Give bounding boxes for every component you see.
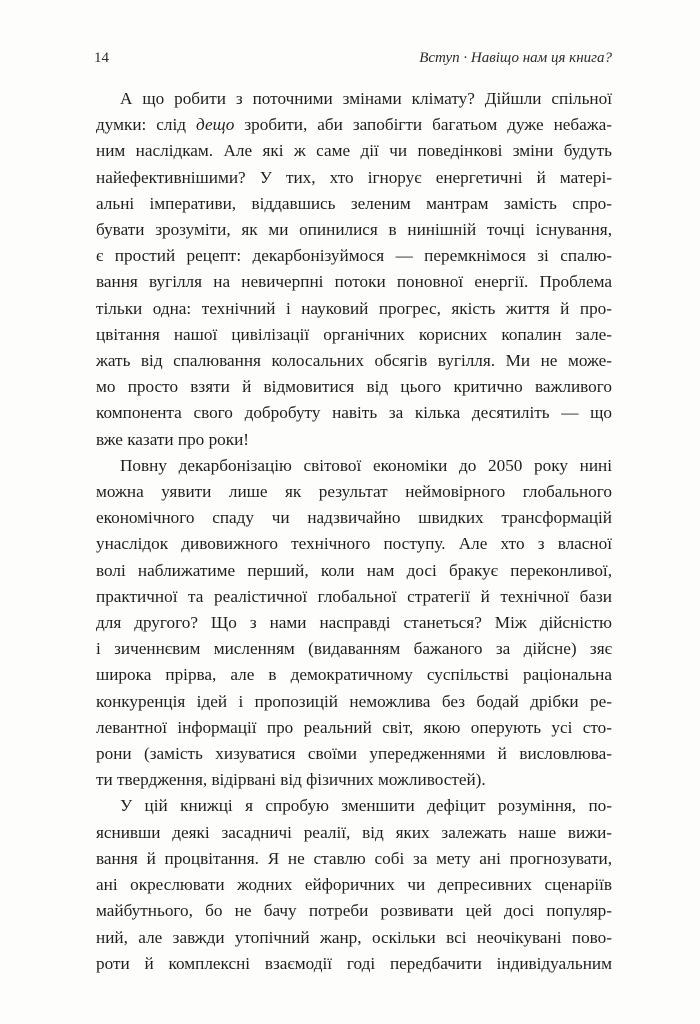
text-line: жать від спалювання колосальних обсягів вугілля. Ми не може- [96,351,612,371]
paragraph-2 [96,453,612,794]
body-text [96,86,612,977]
text-line: найефективнішими? У тих, хто ігнорує енергетичні й матері- [96,167,612,187]
text-line: А що робити з поточними змінами клімату? Дійшли спільної [120,89,612,108]
text-line: ним наслідкам. Але які ж саме дії чи поведінкові зміни будуть [96,141,612,161]
text-line: волі наближатиме перший, коли нам досі бракує переконливої, [96,560,612,580]
text-line: майбутнього, бо не бачу потреби розвивати цей досі популяр- [96,901,612,921]
running-head [94,50,612,72]
text-line: ний, але завжди утопічний жанр, оскільки всі неочікувані пово- [96,927,612,947]
text-line: вання вугілля на невичерпні потоки поновної енергії. Проблема [96,272,612,292]
text-line: є простий рецепт: декарбонізуймося — перемкнімося зі спалю- [96,246,612,266]
text-line: ти твердження, відірвані від фізичних можливостей). [96,770,486,790]
paragraph-1 [96,86,612,453]
text-line: економічного спаду чи надзвичайно швидких трансформацій [96,508,612,528]
text-line: альні імперативи, віддавшись зеленим мантрам замість спро- [96,193,612,213]
page-number: 14 [94,50,109,66]
text-line: ані окреслювати жодних ейфоричних чи депресивних сценаріїв [96,875,612,895]
text-line: тільки одна: технічний і науковий прогрес, якість життя й про- [96,298,612,318]
text-line: конкуренція ідей і пропозицій неможлива без бодай дрібки ре- [96,691,612,711]
text-line: цвітання нашої цивілізації органічних корисних копалин зале- [96,324,612,344]
text-line: мо просто взяти й відмовитися від цього критично важливого [96,377,612,397]
text-fragment: зробити, аби запобігти багатьом дуже небажа- [244,115,613,135]
text-line: бувати зрозуміти, як ми опинилися в нинішній точці існування, [96,220,612,240]
text-line: і зиченнєвим мисленням (видаванням бажаного за дійсне) зяє [96,639,612,659]
text-line: компонента свого добробуту навіть за кілька десятиліть — що [96,403,612,423]
text-line: яснивши деякі засадничі реалії, від яких залежать наше вижи- [96,822,612,842]
text-fragment: думки: слід [96,115,187,135]
text-line: широка прірва, але в демократичному суспільстві раціональна [96,665,612,685]
text-line [96,112,612,138]
text-line: роти й комплексні взаємодії годі передбачити індивідуальним [96,953,612,973]
text-line: практичної та реалістичної глобальної стратегії й технічної бази [96,586,612,606]
text-line: Повну декарбонізацію світової економіки до 2050 року нині [120,455,612,475]
text-line: можна уявити лише як результат неймовірного глобального [96,482,612,502]
paragraph-3 [96,793,612,976]
emphasis-word: дещо [196,115,235,135]
text-line: левантної інформації про реальний світ, якою оперують усі сто- [96,717,612,737]
text-line: для другого? Що з нами насправді станеться? Між дійсністю [96,613,612,633]
text-line: вання й процвітання. Я не ставлю собі за мету ані прогнозувати, [96,848,612,868]
text-line: унаслідок дивовижного технічного поступу. Але хто з власної [96,534,612,554]
text-line: У цій книжці я спробую зменшити дефіцит розуміння, по- [120,796,612,816]
chapter-title: Вступ · Навіщо нам ця книга? [419,50,612,66]
text-line: рони (замість хизуватися своїми упередженнями й висловлюва- [96,744,612,764]
text-line: вже казати про роки! [96,429,250,449]
